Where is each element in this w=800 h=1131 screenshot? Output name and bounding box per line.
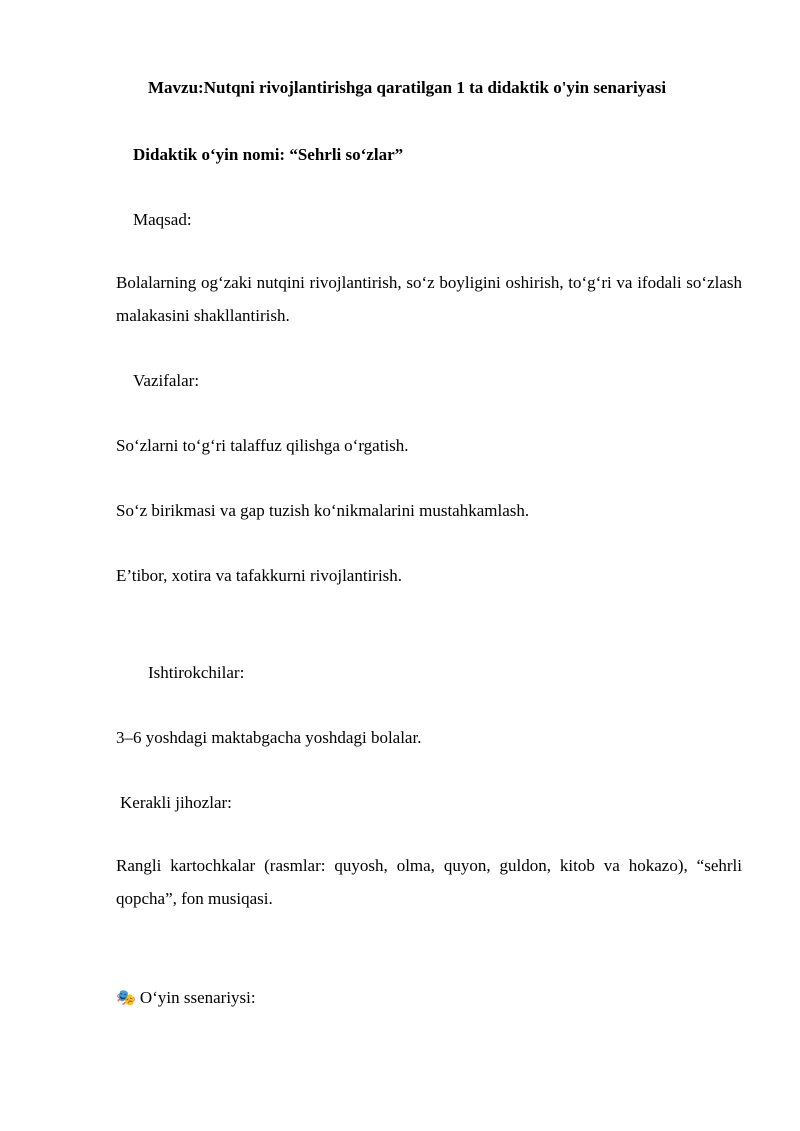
goal-heading: Maqsad: bbox=[133, 210, 192, 229]
equipment-paragraph: Rangli kartochkalar (rasmlar: quyosh, olma, quyon, guldon, kitob va hokazo), “sehrli qopcha”, fon musiqasi. bbox=[116, 856, 742, 908]
document-title: Mavzu:Nutqni rivojlantirishga qaratilgan 1 ta didaktik o'yin senariyasi bbox=[148, 78, 667, 97]
participants-heading: Ishtirokchilar: bbox=[148, 663, 245, 682]
game-name-heading: Didaktik o‘yin nomi: “Sehrli so‘zlar” bbox=[133, 145, 404, 164]
performing-arts-masks-icon: 🎭 bbox=[116, 988, 136, 1007]
scenario-heading-row bbox=[116, 988, 256, 1008]
scenario-heading: O‘yin ssenariysi: bbox=[139, 988, 256, 1007]
equipment-heading: Kerakli jihozlar: bbox=[120, 793, 232, 812]
task-item: So‘zlarni to‘g‘ri talaffuz qilishga o‘rgatish. bbox=[116, 436, 409, 455]
participants-text: 3–6 yoshdagi maktabgacha yoshdagi bolalar. bbox=[116, 728, 422, 747]
goal-paragraph: Bolalarning og‘zaki nutqini rivojlantirish, so‘z boyligini oshirish, to‘g‘ri va ifodali so‘zlash malakasini shakllantirish. bbox=[116, 273, 742, 325]
task-item: So‘z birikmasi va gap tuzish ko‘nikmalarini mustahkamlash. bbox=[116, 501, 530, 520]
tasks-heading: Vazifalar: bbox=[133, 371, 200, 390]
task-item: E’tibor, xotira va tafakkurni rivojlantirish. bbox=[116, 566, 403, 585]
